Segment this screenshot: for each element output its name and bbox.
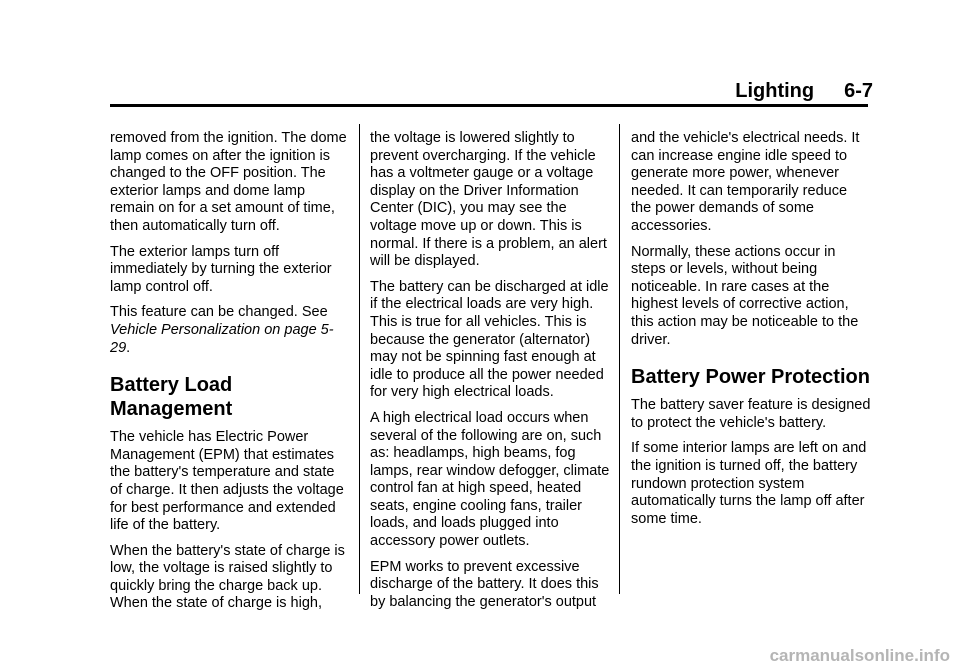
paragraph — [110, 304, 350, 357]
page-number: 6-7 — [844, 80, 873, 102]
paragraph-end: . — [126, 339, 131, 356]
header-rule — [110, 104, 868, 107]
paragraph: The exterior lamps turn off immediately by turning the exterior lamp control off. — [110, 243, 332, 295]
section-heading: Battery Load Management — [110, 374, 233, 421]
paragraph: Normally, these actions occur in steps or levels, without being noticeable. In rare cases at the highest levels of corrective action, this action may be noticeable to the driver. — [631, 243, 859, 348]
column-divider — [359, 124, 360, 594]
paragraph: EPM works to prevent excessive discharge of the battery. It does this by balancing the generator's output — [370, 558, 599, 610]
column-3 — [631, 130, 871, 536]
column-divider — [619, 124, 620, 594]
paragraph-text: This feature can be changed. See — [110, 304, 328, 321]
paragraph: If some interior lamps are left on and the ignition is turned off, the battery rundown protection system automatically turns the lamp off after some time. — [631, 440, 867, 527]
paragraph: The vehicle has Electric Power Management (EPM) that estimates the battery's temperature and state of charge. It then adjusts the voltage for best performance and extended life of the battery. — [110, 429, 344, 534]
paragraph: the voltage is lowered slightly to prevent overcharging. If the vehicle has a voltmeter gauge or a voltage display on the Driver Information Center (DIC), you may see the voltage move up or down. This is normal. If there is a problem, an alert will be displayed. — [370, 130, 607, 270]
section-title: Lighting — [735, 80, 815, 102]
section-heading: Battery Power Protection — [631, 366, 870, 389]
paragraph: When the battery's state of charge is low, the voltage is raised slightly to quickly bring the charge back up. When the state of charge is high, — [110, 542, 345, 612]
column-2 — [370, 130, 610, 619]
paragraph: The battery can be discharged at idle if the electrical loads are very high. This is true for all vehicles. This is because the generator (alternator) may not be spinning fast enough at idle to produce all the power needed for very high electrical loads. — [370, 278, 609, 401]
paragraph: and the vehicle's electrical needs. It can increase engine idle speed to generate more power, whenever needed. It can temporarily reduce the power demands of some accessories. — [631, 130, 860, 234]
paragraph: removed from the ignition. The dome lamp comes on after the ignition is changed to the OFF position. The exterior lamps and dome lamp remain on for a set amount of time, then automatically turn off. — [110, 130, 347, 234]
watermark: carmanualsonline.info — [769, 646, 950, 665]
paragraph: A high electrical load occurs when several of the following are on, such as: headlamps, high beams, fog lamps, rear window defogger, climate control fan at high speed, heated seats, engine cooling fans, trailer loads, and loads plugged into accessory power outlets. — [370, 409, 610, 550]
paragraph: The battery saver feature is designed to protect the vehicle's battery. — [631, 397, 871, 431]
cross-reference-link[interactable]: Vehicle Personalization on page 5-29 — [110, 321, 334, 356]
page-header — [735, 80, 873, 103]
column-1 — [110, 130, 350, 621]
